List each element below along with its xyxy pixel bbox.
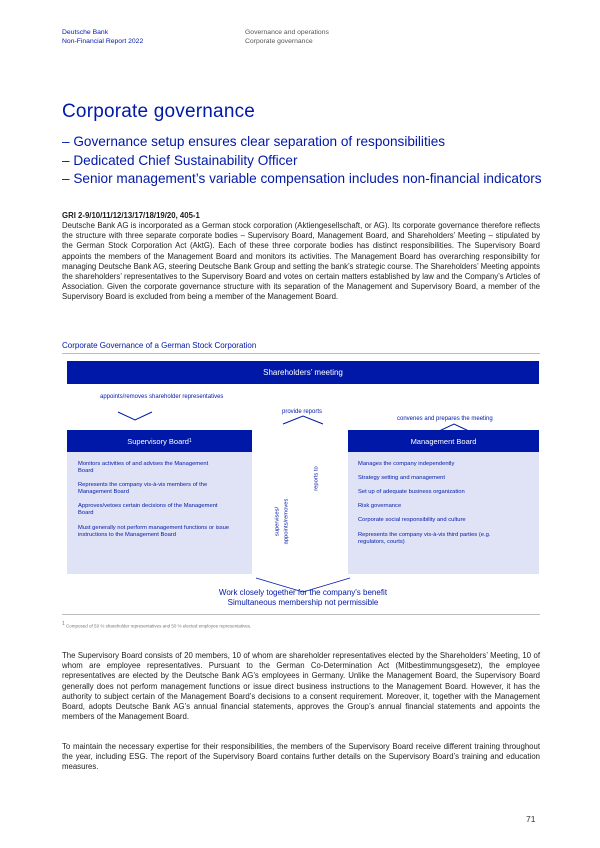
chevron-up-icon: [283, 416, 323, 424]
work-closely-text: Work closely together for the company's benefit: [218, 588, 388, 597]
paragraph-supervisory: The Supervisory Board consists of 20 members, 10 of whom are shareholder representatives elected by the Shareholders’ Meeting, 10 of whom are employee representatives. Pursuant to the German Co-Determination Act (Mitbestimmungsgesetz), the employee representatives are elected by the Deutsche Bank AG’s employees in Germany. Unlike the Management Board, the Supervisory Board generally does not perform management functions or issue direct business instructions to the Management Board. However, it has the authority to subject certain of the Management Board’s decisions to a consent requirement. Moreover, it, together with the Management Board, adopts Deutsche Bank AG’s annual financial statements, approves the Group’s annual financial statements and appoints the members of the Management Board.: [62, 651, 540, 722]
page-title: Corporate governance: [62, 101, 256, 122]
supervisory-item: Monitors activities of and advises the Management Board: [78, 461, 209, 474]
footnote-marker: 1: [188, 438, 192, 444]
management-item: Risk governance: [358, 503, 402, 509]
management-item: Strategy setting and management: [358, 475, 446, 481]
management-item: Corporate social responsibility and culture: [358, 517, 466, 523]
footnote-number: 1: [62, 621, 65, 627]
appoints-label: appoints/removes shareholder representatives: [100, 394, 224, 400]
section-name: Governance and operations: [245, 29, 329, 36]
convenes-label: convenes and prepares the meeting: [397, 416, 493, 422]
diagram-footnote: [62, 621, 251, 629]
key-point: – Dedicated Chief Sustainability Officer: [62, 152, 298, 168]
key-point: – Senior management’s variable compensation includes non-financial indicators: [62, 171, 542, 186]
page-number: 71: [526, 814, 536, 824]
supervisory-board-header: [67, 430, 252, 452]
relationship-panel: [252, 452, 348, 574]
company-name: Deutsche Bank: [62, 29, 109, 36]
management-board-panel: [348, 452, 539, 574]
diagram-title: Corporate Governance of a German Stock Corporation: [62, 341, 257, 350]
management-board-header: Management Board: [348, 430, 539, 452]
footnote-text: Composed of 50 % shareholder representatives and 50 % elected employee representatives.: [66, 623, 252, 629]
paragraph-training: To maintain the necessary expertise for their responsibilities, the members of the Supervisory Board receive different training throughout the year, including ESG. The report of the Supervisory Board contains further details on the Supervisory Board’s training and education measures.: [62, 742, 540, 772]
paragraph-intro: Deutsche Bank AG is incorporated as a German stock corporation (Aktiengesellschaft, or AG). Its corporate governance therefore reflects the structure with three separate corporate bodies – Supervisory Board, Management Board, and Shareholders’ Meeting – stipulated by the German Stock Corporation Act (AktG). Each of these three corporate bodies has distinct responsibilities. The Supervisory Board appoints the members of the Management Board and monitors its activities. The Management Board has overarching responsibility for managing Deutsche Bank AG, steering Deutsche Bank Group and setting the bank’s strategic course. The Shareholders’ Meeting appoints the shareholders’ representatives to the Supervisory Board and votes on certain matters established by law and the Company’s Articles of Association. Given the corporate governance structure with its separation of the Management and Supervisory Board, a member of the Supervisory Board is excluded from being a member of the Management Board.: [62, 221, 540, 302]
relationship-note: [67, 588, 539, 608]
subsection-name: Corporate governance: [245, 38, 313, 45]
reports-to-label: reports to: [313, 466, 320, 491]
provide-reports-label: provide reports: [282, 409, 323, 415]
management-item: Represents the company vis-à-vis third parties (e.g. regulators, courts): [358, 532, 491, 545]
key-point: – Governance setup ensures clear separation of responsibilities: [62, 134, 446, 149]
shareholders-meeting-bar: Shareholders’ meeting: [67, 361, 539, 384]
simultaneous-text: Simultaneous membership not permissible: [227, 598, 379, 607]
supervises-label: supervises/: [274, 506, 281, 537]
chevron-down-icon: [118, 412, 152, 420]
management-item: Manages the company independently: [358, 461, 455, 467]
supervisory-board-label: Supervisory Board: [127, 436, 189, 446]
management-item: Set up of adequate business organization: [358, 489, 465, 495]
report-name: Non-Financial Report 2022: [62, 38, 144, 45]
supervisory-item: Approves/vetoes certain decisions of the Management Board: [78, 503, 218, 516]
gri-reference: GRI 2-9/10/11/12/13/17/18/19/20, 405-1: [62, 211, 200, 220]
diagram-bottom-rule: [62, 614, 540, 615]
supervisory-item: Represents the company vis-à-vis members of the Management Board: [78, 482, 208, 495]
supervisory-item: Must generally not perform management functions or issue instructions to the Management Board: [78, 525, 230, 538]
appoints-removes-label: appoints/removes: [283, 498, 290, 545]
